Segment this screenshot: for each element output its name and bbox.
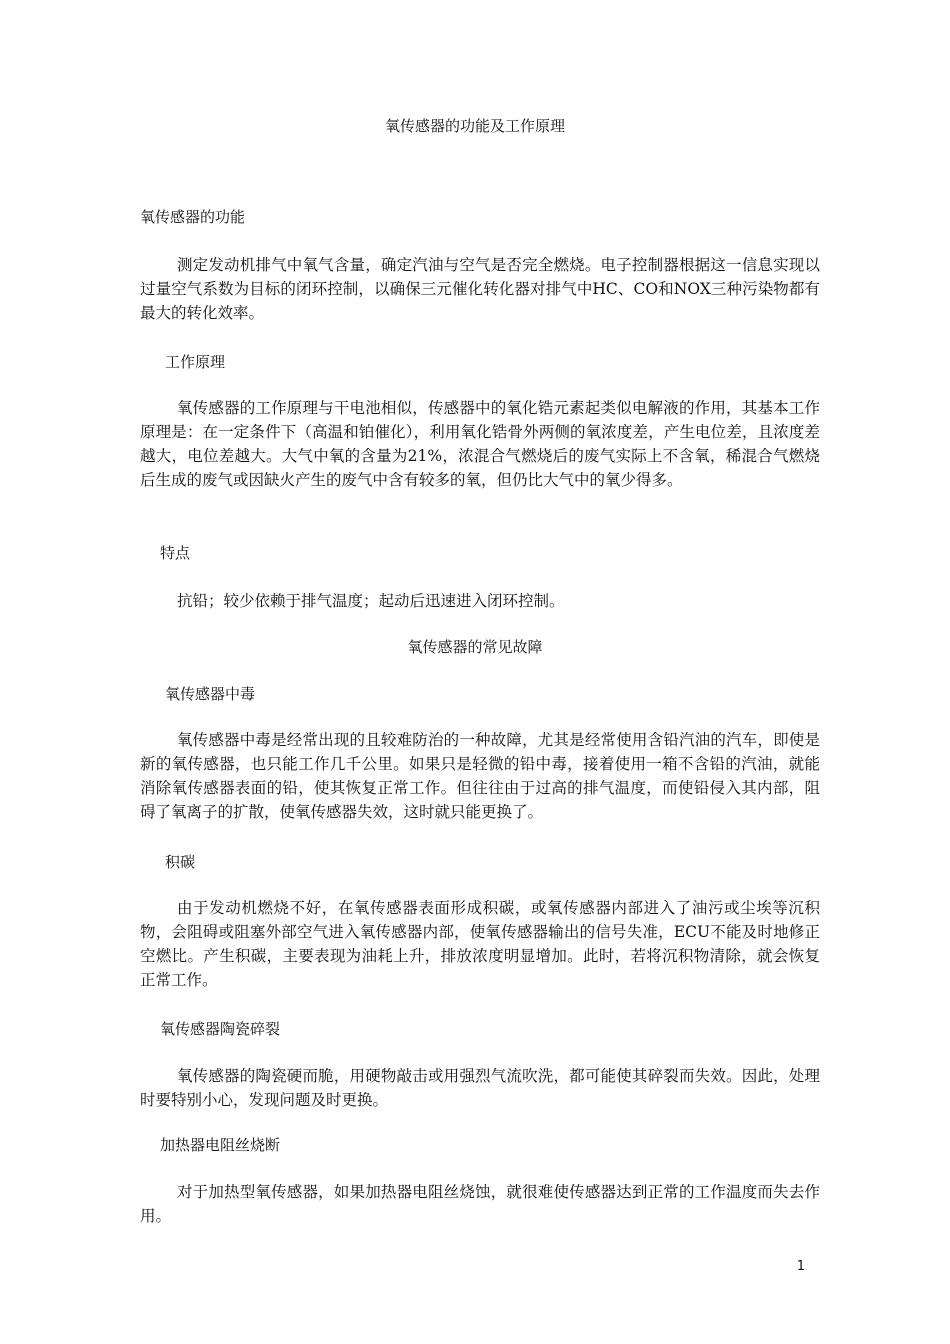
section-heading-principle: 工作原理 [165,353,226,371]
fault-heading-ceramic: 氧传感器陶瓷碎裂 [160,1020,281,1038]
fault-heading-heater: 加热器电阻丝烧断 [160,1136,281,1154]
fault-paragraph-heater: 对于加热型氧传感器，如果加热器电阻丝烧蚀，就很难使传感器达到正常的工作温度而失去作用。 [140,1183,820,1225]
fault-paragraph-ceramic: 氧传感器的陶瓷硬而脆，用硬物敲击或用强烈气流吹洗，都可能使其碎裂而失效。因此，处理时要特别小心，发现问题及时更换。 [140,1067,820,1109]
fault-paragraph-poisoning: 氧传感器中毒是经常出现的且较难防治的一种故障，尤其是经常使用含铅汽油的汽车，即使是新的氧传感器，也只能工作几千公里。如果只是轻微的铅中毒，接着使用一箱不含铅的汽油，就能消除氧传感器表面的铅，使其恢复正常工作。但往往由于过高的排气温度，而使铅侵入其内部，阻碍了氧离子的扩散，使氧传感器失效，这时就只能更换了。 [140,731,820,821]
section-paragraph-principle: 氧传感器的工作原理与干电池相似，传感器中的氧化锆元素起类似电解液的作用，其基本工作原理是：在一定条件下（高温和铂催化），利用氧化锆骨外两侧的氧浓度差，产生电位差，且浓度差越大，电位差越大。大气中氧的含量为21%，浓混合气燃烧后的废气实际上不含氧，稀混合气燃烧后生成的废气或因缺火产生的废气中含有较多的氧，但仍比大气中的氧少得多。 [140,399,820,489]
page-number: 1 [796,1259,805,1274]
section-heading-function: 氧传感器的功能 [140,208,246,226]
fault-heading-poisoning: 氧传感器中毒 [165,685,256,703]
fault-paragraph-carbon: 由于发动机燃烧不好，在氧传感器表面形成积碳，或氧传感器内部进入了油污或尘埃等沉积物，会阻碍或阻塞外部空气进入氧传感器内部，使氧传感器输出的信号失准，ECU不能及时地修正空燃比。产生积碳，主要表现为油耗上升，排放浓度明显增加。此时，若将沉积物清除，就会恢复正常工作。 [140,899,820,989]
fault-section-title: 氧传感器的常见故障 [407,638,543,656]
fault-heading-carbon: 积碳 [165,853,196,871]
section-heading-features: 特点 [160,544,191,562]
document-title: 氧传感器的功能及工作原理 [384,117,565,135]
section-paragraph-function: 测定发动机排气中氧气含量，确定汽油与空气是否完全燃烧。电子控制器根据这一信息实现以过量空气系数为目标的闭环控制，以确保三元催化转化器对排气中HC、CO和NOX三种污染物都有最大的转化效率。 [140,256,820,322]
section-paragraph-features: 抗铅；较少依赖于排气温度；起动后迅速进入闭环控制。 [177,592,565,610]
